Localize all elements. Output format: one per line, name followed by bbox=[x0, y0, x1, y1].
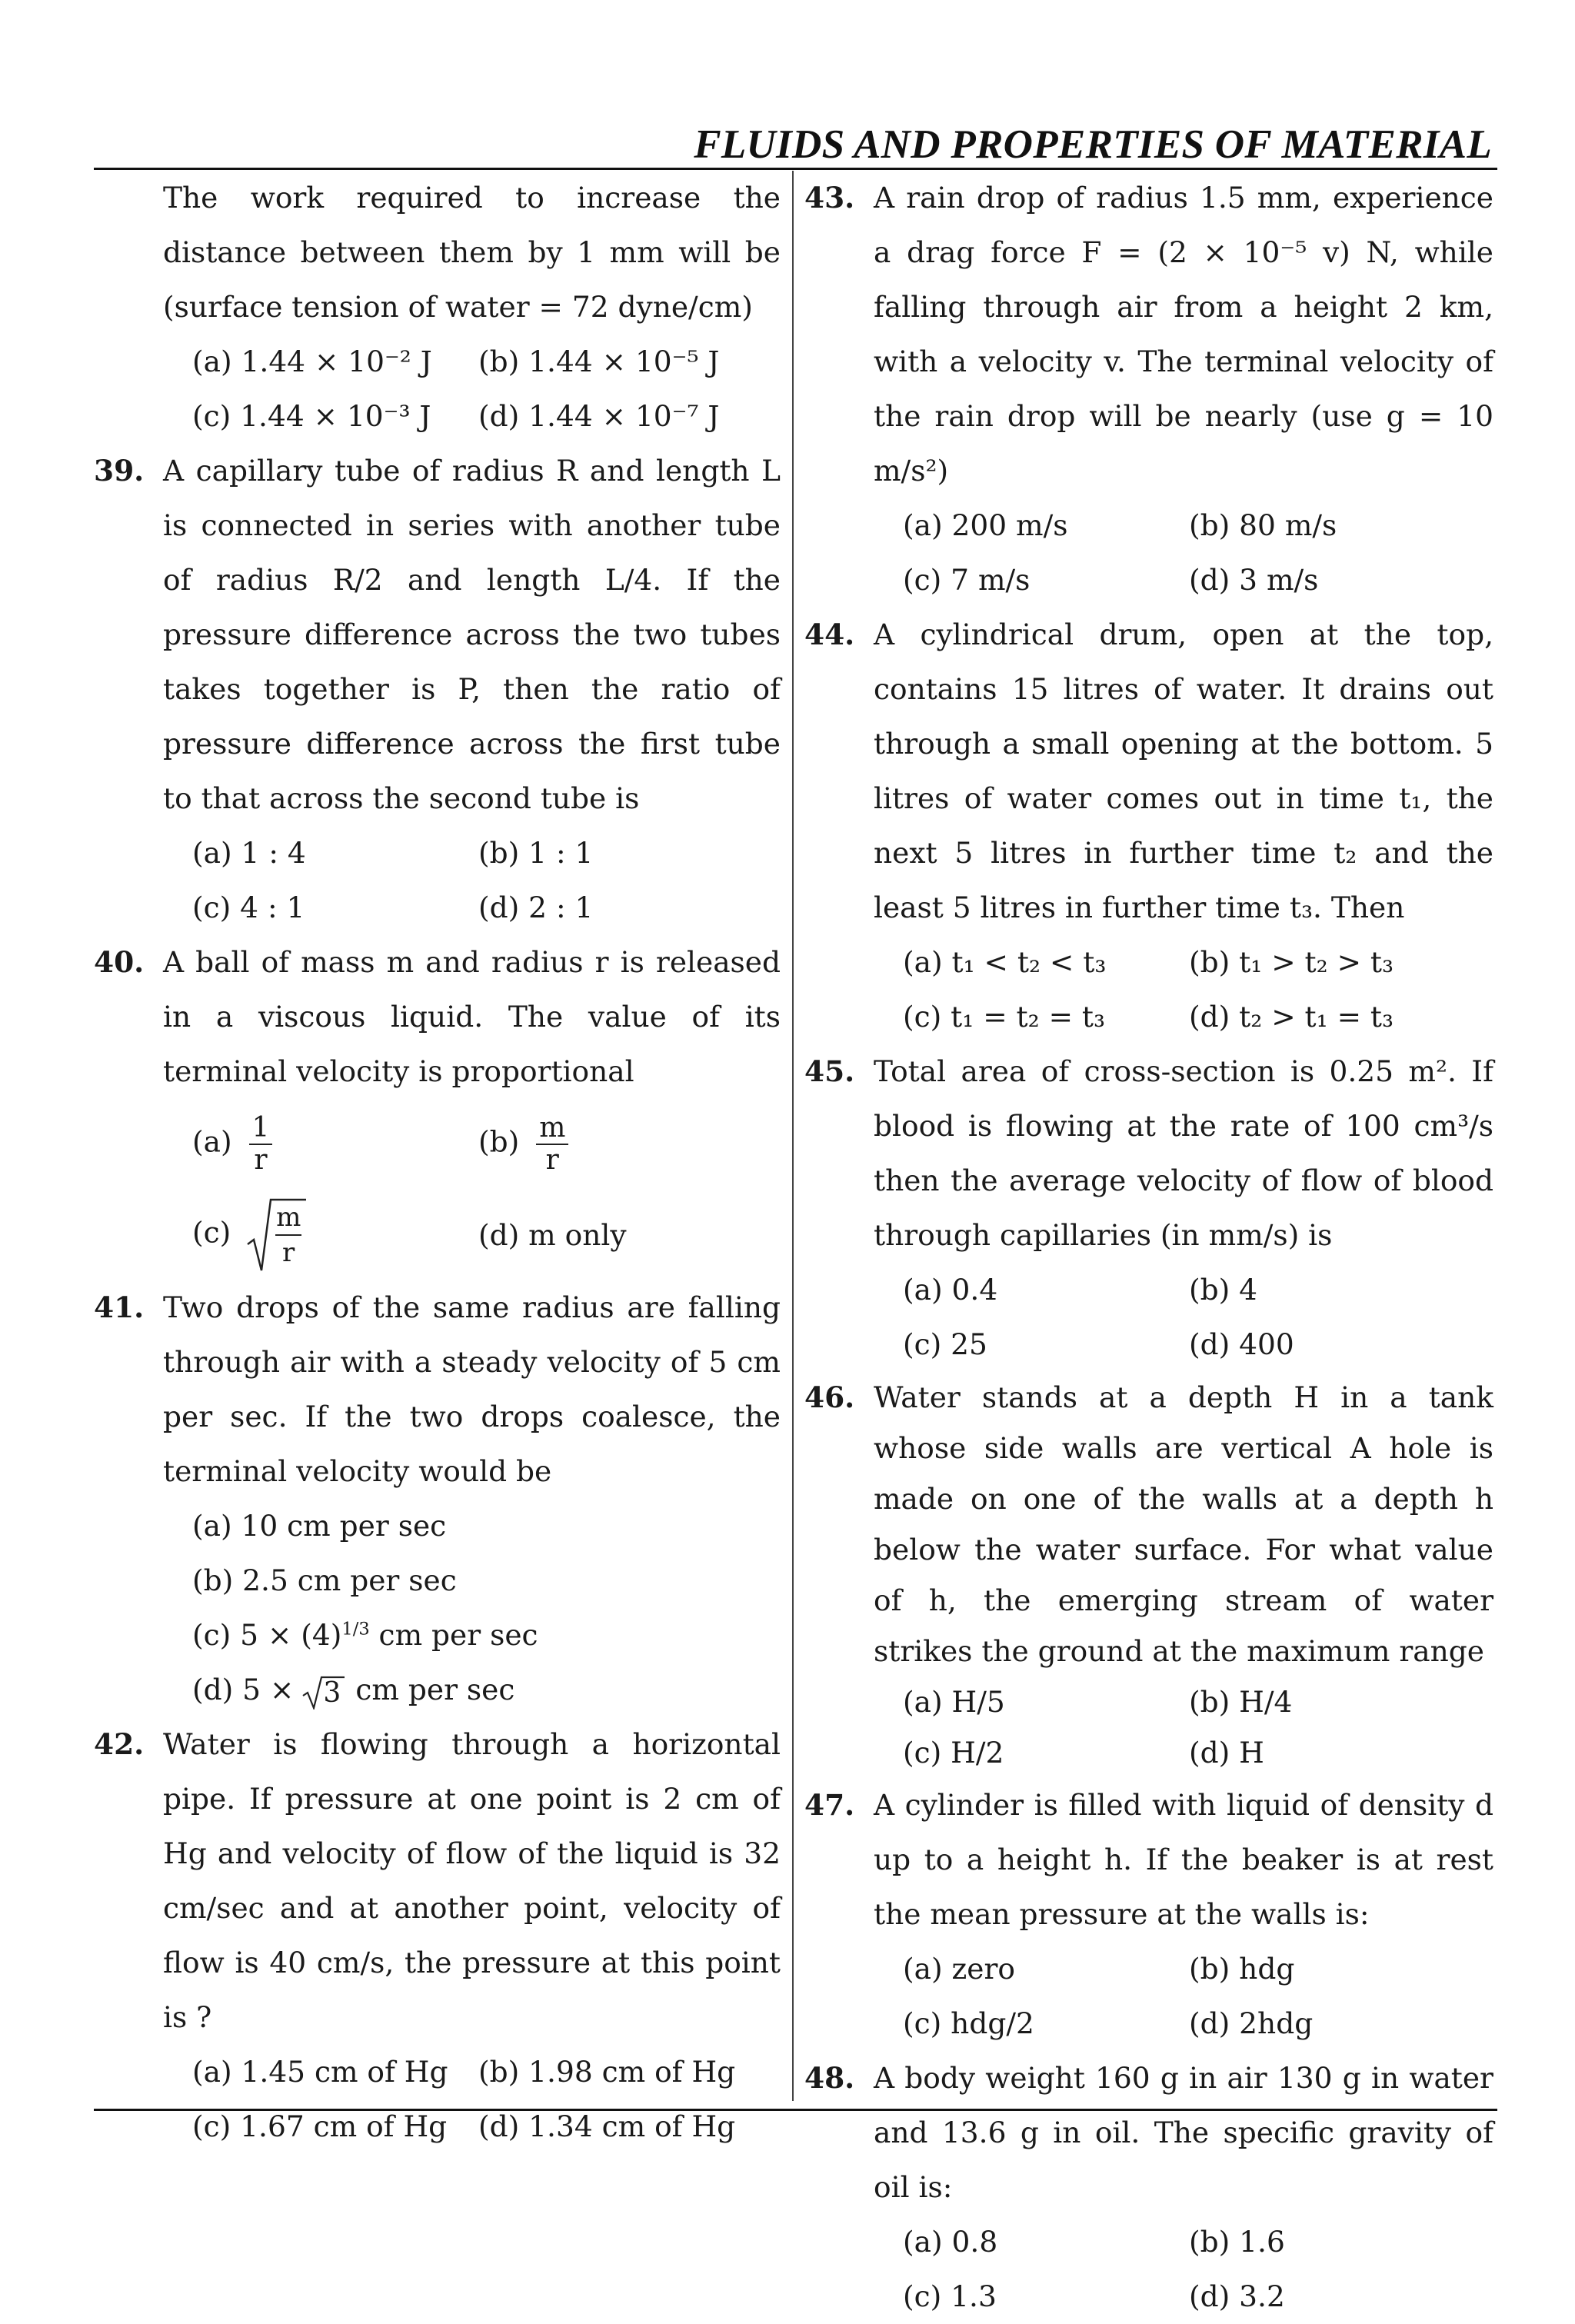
question-47 bbox=[804, 1778, 1493, 2051]
option-b[interactable]: (b) 1.6 bbox=[1189, 2225, 1285, 2259]
option-a[interactable]: (a) 1 : 4 bbox=[192, 836, 306, 870]
numerator: 1 bbox=[249, 1113, 273, 1145]
question-text: Water is flowing through a horizontal pipe. If pressure at one point is 2 cm of Hg and velocity of flow of the liquid is 32 cm/sec and at another point, velocity of flow is 40 cm/s, the pressure at this point is ? bbox=[163, 1727, 781, 2034]
question-number: 48. bbox=[804, 2061, 855, 2095]
column-divider bbox=[792, 171, 794, 2101]
question-38-continued bbox=[94, 171, 781, 444]
option-d[interactable]: (d) 1.34 cm of Hg bbox=[478, 2109, 736, 2143]
option-a[interactable]: (a) 10 cm per sec bbox=[192, 1509, 447, 1543]
option-a[interactable]: (a) 1.45 cm of Hg bbox=[192, 2055, 448, 2089]
option-d[interactable]: (d) t₂ > t₁ = t₃ bbox=[1189, 1000, 1394, 1034]
question-number: 43. bbox=[804, 181, 855, 215]
question-46 bbox=[804, 1372, 1493, 1778]
question-40 bbox=[94, 935, 781, 1280]
option-b[interactable]: (b) 4 bbox=[1189, 1273, 1258, 1307]
option-b[interactable]: (b) 1.44 × 10⁻⁵ J bbox=[478, 345, 720, 378]
options bbox=[874, 2215, 1493, 2324]
option-text: (d) 5 × bbox=[192, 1673, 295, 1706]
option-c[interactable]: (c) 7 m/s bbox=[903, 563, 1031, 597]
option-d[interactable]: (d) 3 m/s bbox=[1189, 563, 1319, 597]
options bbox=[874, 1942, 1493, 2051]
square-root-fraction bbox=[246, 1197, 308, 1274]
question-text: A body weight 160 g in air 130 g in water and 13.6 g in oil. The specific gravity of oil is: bbox=[874, 2061, 1493, 2204]
question-number: 45. bbox=[804, 1054, 855, 1088]
options bbox=[163, 826, 781, 935]
option-c[interactable] bbox=[192, 1197, 478, 1274]
options bbox=[163, 1099, 781, 1280]
question-text: A capillary tube of radius R and length L is connected in series with another tube of radius R/2 and length L/4. If the pressure difference across the two tubes takes together is P, then the ratio of pressure difference across the first tube to that across the second tube is bbox=[163, 454, 781, 815]
numerator: m bbox=[276, 1202, 301, 1233]
options bbox=[163, 1499, 781, 1717]
option-b[interactable]: (b) t₁ > t₂ > t₃ bbox=[1189, 945, 1394, 979]
header-rule bbox=[94, 168, 1497, 170]
option-a[interactable]: (a) zero bbox=[903, 1952, 1015, 1986]
fraction bbox=[536, 1113, 568, 1176]
denominator: r bbox=[545, 1144, 559, 1176]
option-c[interactable]: (c) t₁ = t₂ = t₃ bbox=[903, 1000, 1106, 1034]
option-d[interactable]: (d) H bbox=[1189, 1736, 1264, 1770]
question-text: Water stands at a depth H in a tank whose side walls are vertical A hole is made on one of the walls at a depth h below the water surface. For what value of h, the emerging stream of water strikes the ground at the maximum range bbox=[874, 1380, 1493, 1668]
question-text: Two drops of the same radius are falling through air with a steady velocity of 5 cm per sec. If the two drops coalesce, the terminal velocity would be bbox=[163, 1290, 781, 1488]
option-a[interactable]: (a) 0.4 bbox=[903, 1273, 998, 1307]
option-a[interactable]: (a) 200 m/s bbox=[903, 508, 1068, 542]
question-number: 44. bbox=[804, 618, 855, 651]
question-text: A ball of mass m and radius r is released in a viscous liquid. The value of its terminal velocity is proportional bbox=[163, 945, 781, 1088]
option-b[interactable]: (b) 80 m/s bbox=[1189, 508, 1337, 542]
question-number: 40. bbox=[94, 945, 145, 979]
option-text: cm per sec bbox=[369, 1618, 538, 1652]
square-root bbox=[301, 1676, 345, 1710]
options bbox=[874, 1676, 1493, 1778]
option-a[interactable]: (a) t₁ < t₂ < t₃ bbox=[903, 945, 1107, 979]
question-number: 39. bbox=[94, 454, 145, 488]
option-b[interactable]: (b) 1.98 cm of Hg bbox=[478, 2055, 736, 2089]
option-d[interactable]: (d) 2 : 1 bbox=[478, 891, 594, 924]
option-c[interactable]: (c) H/2 bbox=[903, 1736, 1004, 1770]
option-a[interactable]: (a) H/5 bbox=[903, 1685, 1005, 1719]
option-c[interactable]: (c) 4 : 1 bbox=[192, 891, 305, 924]
numerator: m bbox=[536, 1113, 568, 1145]
radicand: 3 bbox=[323, 1676, 341, 1709]
question-41 bbox=[94, 1280, 781, 1717]
option-d[interactable]: (d) m only bbox=[478, 1217, 627, 1252]
question-text: Total area of cross-section is 0.25 m². If blood is flowing at the rate of 100 cm³/s then the average velocity of flow of blood through capillaries (in mm/s) is bbox=[874, 1054, 1493, 1252]
option-d[interactable] bbox=[192, 1663, 514, 1717]
option-c[interactable]: (c) 1.44 × 10⁻³ J bbox=[192, 399, 431, 433]
option-b[interactable]: (b) 2.5 cm per sec bbox=[192, 1563, 457, 1597]
denominator: r bbox=[282, 1237, 295, 1268]
question-42 bbox=[94, 1717, 781, 2154]
question-44 bbox=[804, 608, 1493, 1044]
question-number: 47. bbox=[804, 1788, 855, 1822]
options bbox=[163, 335, 781, 444]
option-c[interactable]: (c) 1.3 bbox=[903, 2279, 997, 2313]
options bbox=[874, 935, 1493, 1044]
question-text: The work required to increase the distance between them by 1 mm will be (surface tension of water = 72 dyne/cm) bbox=[163, 181, 781, 324]
option-b[interactable]: (b) hdg bbox=[1189, 1952, 1295, 1986]
fraction bbox=[249, 1113, 273, 1176]
options bbox=[163, 2045, 781, 2154]
question-text: A rain drop of radius 1.5 mm, experience a drag force F = (2 × 10⁻⁵ v) N, while falling through air from a height 2 km, with a velocity v. The terminal velocity of the rain drop will be nearly (use g = 10 m/s²) bbox=[874, 181, 1493, 488]
option-b[interactable]: (b) H/4 bbox=[1189, 1685, 1293, 1719]
chapter-title: FLUIDS AND PROPERTIES OF MATERIAL bbox=[694, 122, 1492, 167]
option-label: (a) bbox=[192, 1124, 232, 1159]
left-column bbox=[94, 171, 781, 2154]
question-text: A cylindrical drum, open at the top, contains 15 litres of water. It drains out through a small opening at the bottom. 5 litres of water comes out in time t₁, the next 5 litres in further time t₂ and the least 5 litres in further time t₃. Then bbox=[874, 618, 1493, 924]
option-c[interactable]: (c) 1.67 cm of Hg bbox=[192, 2109, 448, 2143]
option-label: (c) bbox=[192, 1215, 231, 1250]
option-d[interactable]: (d) 3.2 bbox=[1189, 2279, 1285, 2313]
option-a[interactable] bbox=[192, 1113, 478, 1176]
option-d[interactable]: (d) 1.44 × 10⁻⁷ J bbox=[478, 399, 720, 433]
option-label: (b) bbox=[478, 1124, 520, 1159]
exponent: 1/3 bbox=[341, 1619, 370, 1640]
question-number: 42. bbox=[94, 1727, 145, 1761]
question-39 bbox=[94, 444, 781, 935]
options bbox=[874, 498, 1493, 608]
option-c[interactable]: (c) hdg/2 bbox=[903, 2006, 1034, 2040]
question-number: 46. bbox=[804, 1380, 855, 1414]
option-a[interactable]: (a) 0.8 bbox=[903, 2225, 998, 2259]
options bbox=[874, 1263, 1493, 1372]
option-b[interactable] bbox=[478, 1113, 764, 1176]
question-43 bbox=[804, 171, 1493, 608]
option-c[interactable] bbox=[192, 1608, 538, 1663]
right-column bbox=[804, 171, 1493, 2324]
option-text: (c) 5 × (4) bbox=[192, 1618, 342, 1652]
question-number: 41. bbox=[94, 1290, 145, 1324]
option-a[interactable]: (a) 1.44 × 10⁻² J bbox=[192, 345, 432, 378]
option-d[interactable]: (d) 400 bbox=[1189, 1327, 1294, 1361]
option-text: cm per sec bbox=[355, 1673, 515, 1706]
question-text: A cylinder is filled with liquid of density d up to a height h. If the beaker is at rest the mean pressure at the walls is: bbox=[874, 1788, 1493, 1931]
question-45 bbox=[804, 1044, 1493, 1372]
option-c[interactable]: (c) 25 bbox=[903, 1327, 987, 1361]
option-d[interactable]: (d) 2hdg bbox=[1189, 2006, 1314, 2040]
denominator: r bbox=[254, 1144, 268, 1176]
question-48 bbox=[804, 2051, 1493, 2324]
option-b[interactable]: (b) 1 : 1 bbox=[478, 836, 594, 870]
